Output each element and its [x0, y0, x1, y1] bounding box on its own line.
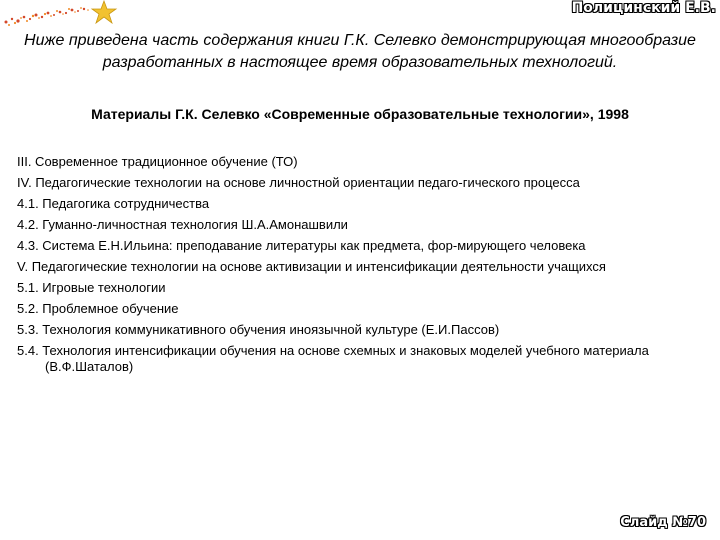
list-item: IV. Педагогические технологии на основе личностной ориентации педаго-гического процесса [17, 175, 580, 190]
list-item: 4.2. Гуманно-личностная технология Ш.А.Амонашвили [17, 217, 348, 232]
intro-text: Ниже приведена часть содержания книги Г.К. Селевко демонстрирующая многообразие разработанных в настоящее время образовательных технологий. [24, 32, 696, 71]
list-item: 5.4. Технология интенсификации обучения на основе схемных и знаковых моделей учебного материала (В.Ф.Шаталов) [17, 343, 649, 374]
list-item: V. Педагогические технологии на основе активизации и интенсификации деятельности учащихся [17, 259, 606, 274]
list-item: 5.2. Проблемное обучение [17, 301, 179, 316]
list-item: III. Современное традиционное обучение (ТО) [17, 154, 298, 169]
list-item: 4.1. Педагогика сотрудничества [17, 196, 210, 211]
list-item: 4.3. Система Е.Н.Ильина: преподавание литературы как предмета, фор-мирующего человека [17, 238, 586, 253]
author-name: Полицинский Е.В. [571, 0, 716, 16]
list-item: 5.1. Игровые технологии [17, 280, 166, 295]
slide-number: Слайд №70 [620, 515, 706, 530]
contents-list [17, 154, 702, 380]
sparkle-star-icon [0, 0, 125, 28]
list-item: 5.3. Технология коммуникативного обучения иноязычной культуре (Е.И.Пассов) [17, 322, 500, 337]
materials-title: Материалы Г.К. Селевко «Современные образовательные технологии», 1998 [91, 106, 629, 122]
